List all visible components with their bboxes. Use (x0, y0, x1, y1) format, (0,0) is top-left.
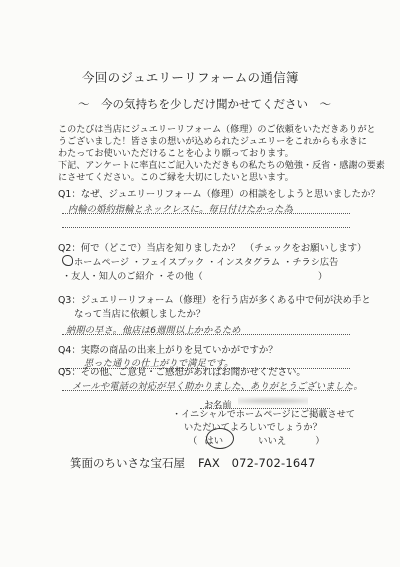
q3-answer: 納期の早さ。他店は6週間以上かかるため (66, 325, 241, 336)
intro-line: 下記、アンケートに率直にご記入いただきもの私たちの勉強・反省・感謝の要素 (58, 161, 385, 172)
intro-line: このたびは当店にジュエリーリフォーム（修理）のご依頼をいただきありがと (58, 125, 376, 135)
q1-question: Q1：なぜ、ジュエリーリフォーム（修理）の相談をしようと思いましたか？ (58, 189, 380, 200)
q2-options-row1 (62, 254, 338, 268)
intro-paragraph (58, 124, 385, 184)
q4-question: Q4：実際の商品の出来上がりを見ていかがですか？ (58, 345, 278, 356)
survey-subtitle: 〜 今の気持ちを少しだけ聞かせてください 〜 (78, 97, 331, 111)
fax-number: FAX 072-702-1647 (198, 456, 316, 470)
q3-question: Q3：ジュエリーリフォーム（修理）を行う店が多くある中で何が決め手と (58, 295, 371, 306)
answer-line (62, 390, 350, 391)
q3-question-cont: なって当店に依頼しましたか？ (74, 309, 206, 320)
option-instagram[interactable]: ・インスタグラム (207, 257, 281, 268)
shop-name: 箕面のちいさな宝石屋 (70, 456, 185, 470)
answer-line (62, 227, 350, 228)
q5-answer: メールや電話の対応が早く助かりました、ありがとうございました。 (72, 381, 363, 392)
option-flyer[interactable]: ・チラシ広告 (283, 257, 339, 268)
q4-answer: 思った通りの仕上がりで満足です。 (84, 358, 234, 369)
intro-line: うございました！皆さまの想いが込められたジュエリーをこれからも永きに (58, 137, 368, 148)
q2-question: Q2：何で（どこで）当店を知りましたか？ （チェックをお願いします） (58, 243, 367, 254)
option-referral[interactable]: ・友人・知人のご紹介 (62, 271, 154, 282)
answer-line (62, 213, 350, 214)
intro-line: にさせてください。このご縁を大切にしたいと思います。 (58, 173, 294, 184)
intro-line: わたってお使いいただけることを心より願っております。 (58, 149, 294, 160)
initial-question (172, 409, 355, 434)
initial-question-line: ・イニシャルでホームページにご掲載させて (172, 409, 356, 420)
survey-title: 今回のジュエリーリフォームの通信簿 (82, 70, 299, 85)
checkmark-icon (62, 255, 73, 266)
answer-line (62, 334, 350, 335)
paren-open: （ (188, 436, 198, 447)
name-redacted (238, 396, 308, 406)
initial-question-line: いただいてよろしいでしょうか？ (184, 421, 322, 433)
consent-no[interactable]: いいえ (258, 436, 287, 447)
paren-close: ） (315, 436, 325, 447)
option-facebook[interactable]: ・フェイスブック (131, 257, 205, 268)
q1-answer: 内輪の婚約指輪とネックレスに。毎日付けたかった為 (68, 204, 294, 215)
name-label: お名前 (204, 400, 232, 411)
option-other[interactable]: ・その他（ (156, 271, 203, 282)
option-homepage[interactable]: ホームページ (74, 257, 129, 268)
q2-options-row2 (62, 268, 203, 282)
q5-question: Q5：その他、ご意見・ご感想があればお聞かせください。 (58, 367, 306, 378)
yes-selected-circle (206, 428, 234, 449)
option-other-close: ） (318, 271, 328, 282)
consent-yes[interactable]: はい (204, 436, 224, 447)
